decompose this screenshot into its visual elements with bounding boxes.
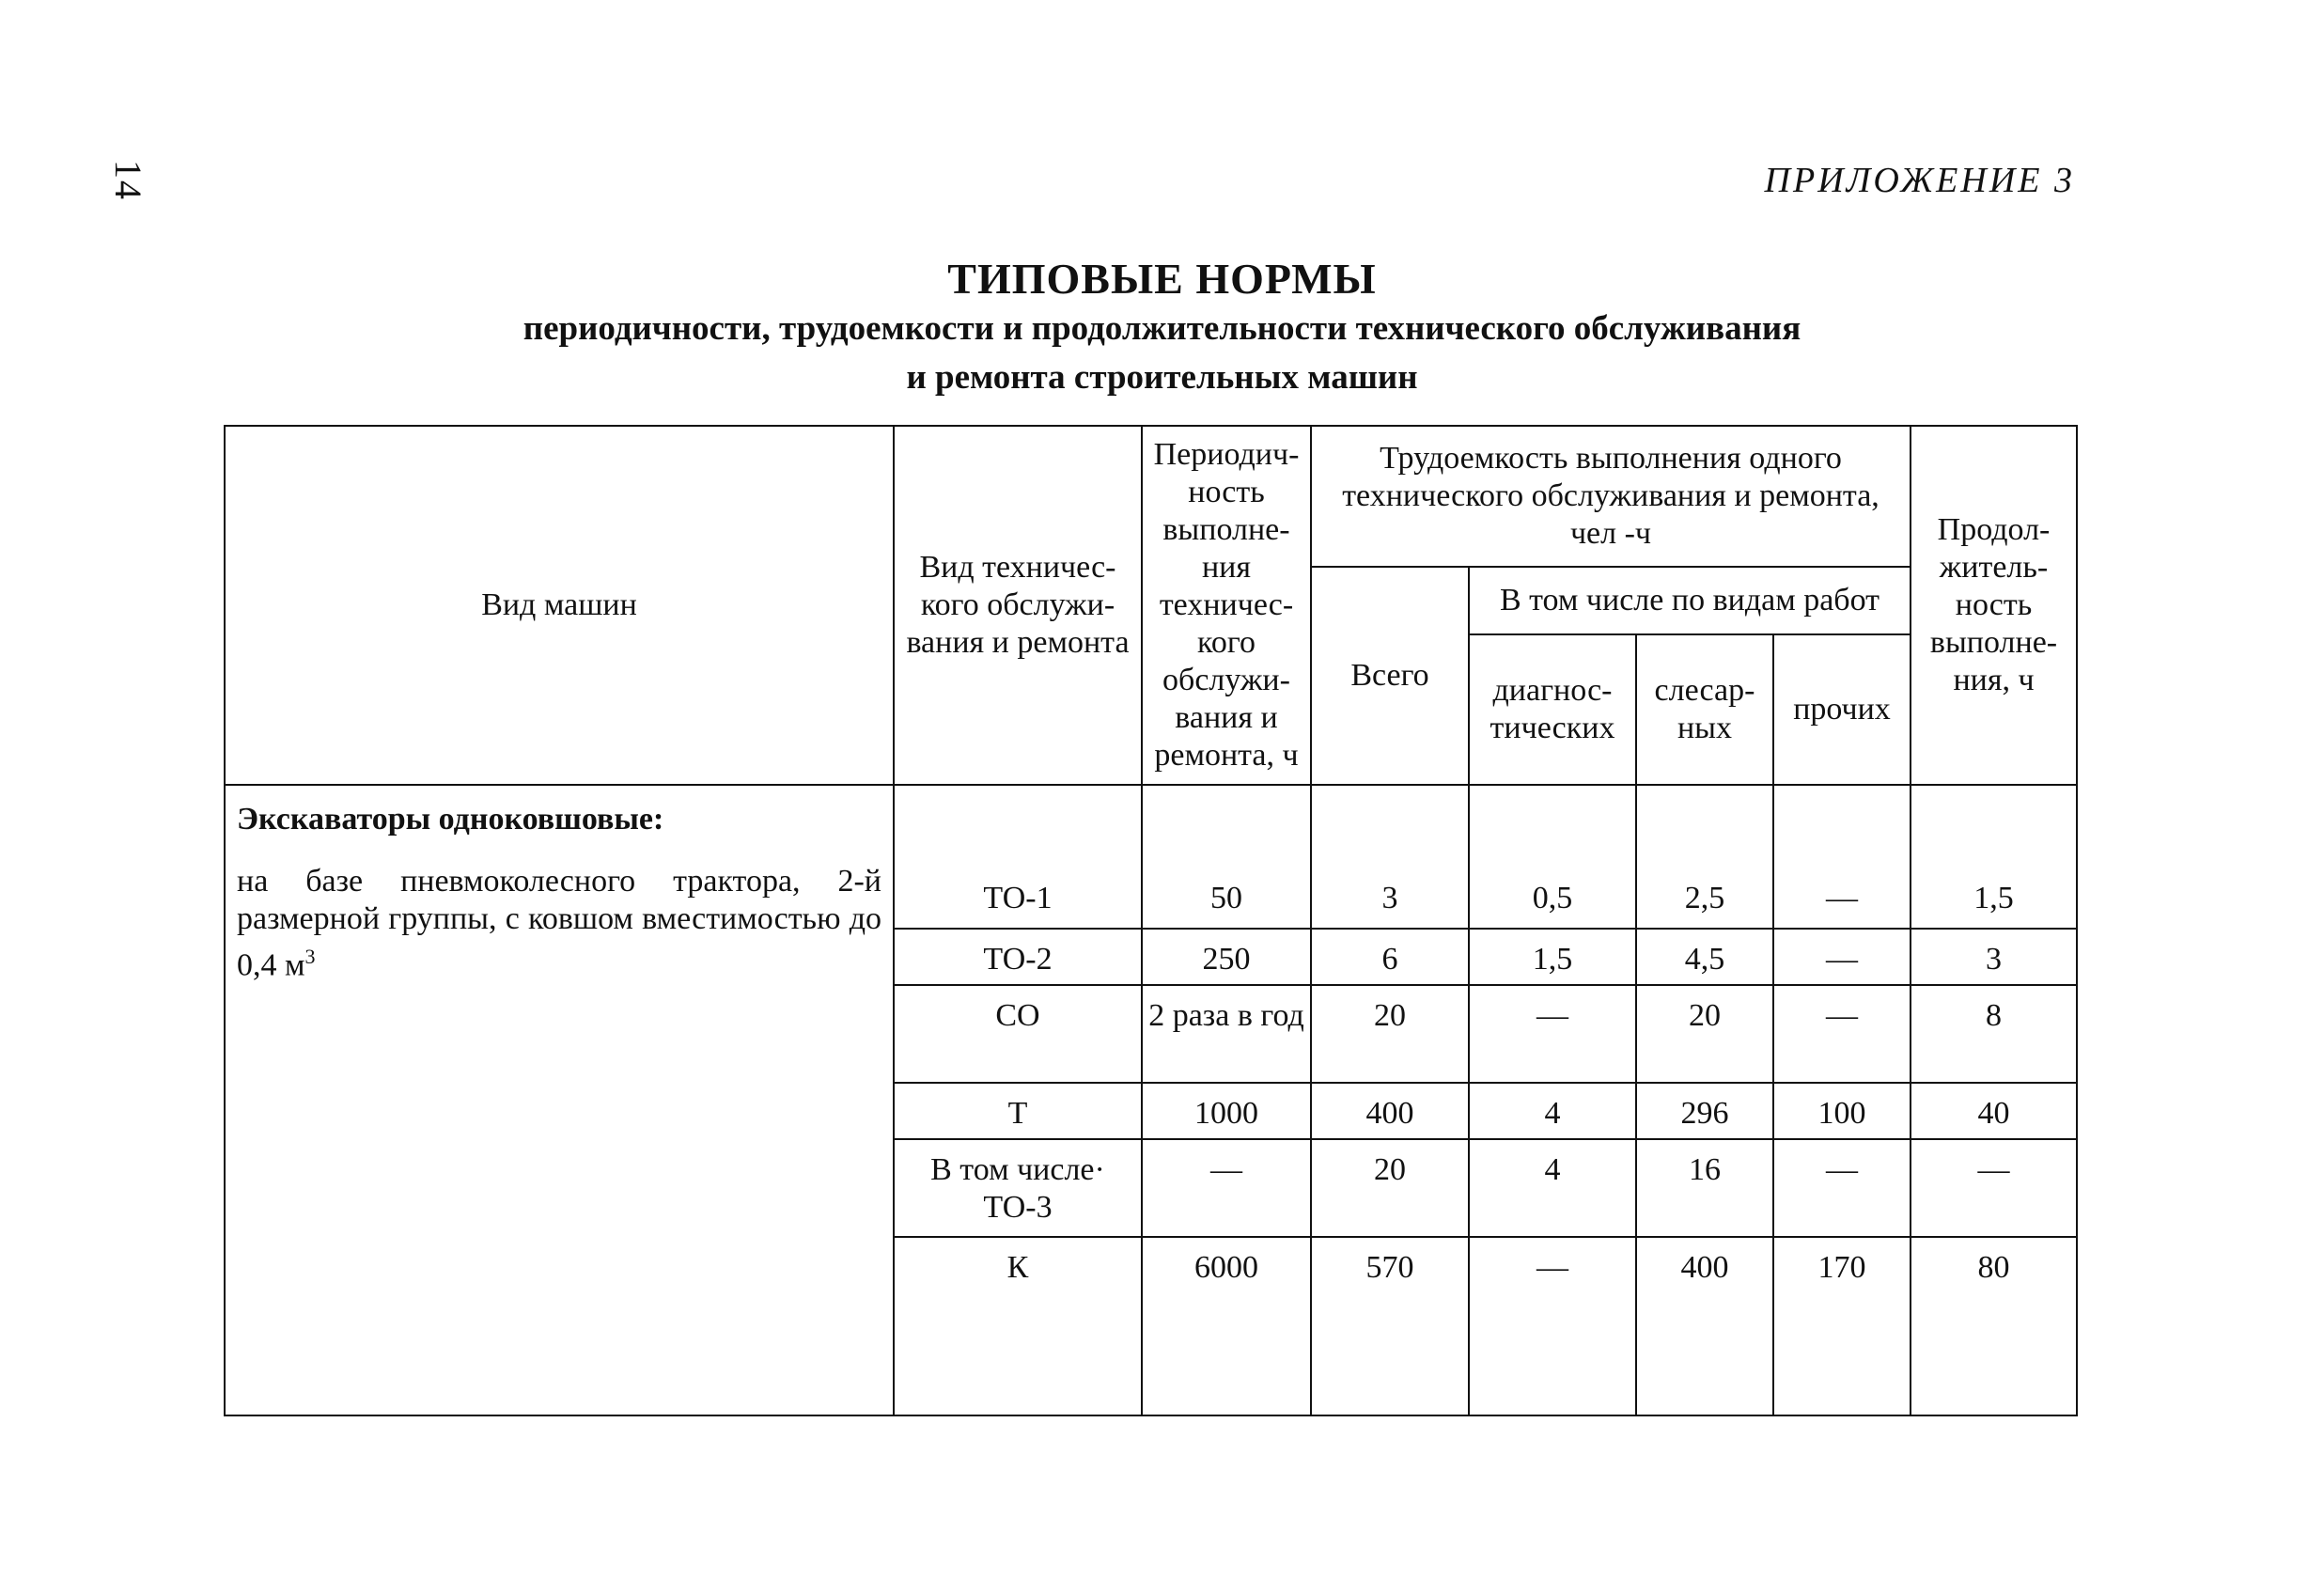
machine-group-name: Экскаваторы одноковшовые:: [237, 802, 664, 837]
cell-locksmith: 4,5: [1636, 929, 1773, 985]
header-machine-type: Вид машин: [225, 426, 894, 785]
document-title: ТИПОВЫЕ НОРМЫ: [947, 255, 1377, 303]
machine-group-description: на базе пневмоколесного трактора, 2-й размерной группы, с ковшом вместимостью до 0,4 $м^3$: [237, 864, 881, 983]
cell-other: —: [1773, 929, 1911, 985]
cell-other: 100: [1773, 1083, 1911, 1139]
cell-periodicity: —: [1142, 1139, 1311, 1237]
header-duration: Продол-житель-ность выполне-ния, ч: [1911, 426, 2077, 785]
cell-total: 6: [1311, 929, 1469, 985]
cell-service-type: В том числе· ТО-3: [894, 1139, 1142, 1237]
cell-periodicity: 2 раза в год: [1142, 985, 1311, 1083]
cell-duration: 8: [1911, 985, 2077, 1083]
cell-locksmith: 296: [1636, 1083, 1773, 1139]
header-periodicity: Периодич-ность выполне-ния техничес-кого обслужи-вания и ремонта, ч: [1142, 426, 1311, 785]
cell-diagnostic: 4: [1469, 1139, 1636, 1237]
cell-total: 3: [1311, 868, 1469, 929]
machine-description: [225, 785, 894, 1415]
cell-locksmith: 20: [1636, 985, 1773, 1083]
cell-duration: 80: [1911, 1237, 2077, 1415]
header-locksmith: слесар-ных: [1636, 634, 1773, 785]
cell-total: 570: [1311, 1237, 1469, 1415]
cell-service-type: ТО-2: [894, 929, 1142, 985]
cell-total: 20: [1311, 1139, 1469, 1237]
document-subtitle-line-1: периодичности, трудоемкости и продолжительности технического обслуживания: [523, 309, 1801, 348]
cell-service-type: СО: [894, 985, 1142, 1083]
cell-service-type: К: [894, 1237, 1142, 1415]
cell-diagnostic: —: [1469, 985, 1636, 1083]
cell-service-type: ТО-1: [894, 868, 1142, 929]
cell-other: —: [1773, 985, 1911, 1083]
norms-table: [224, 425, 2078, 1416]
header-service-type: Вид техничес-кого обслужи-вания и ремонта: [894, 426, 1142, 785]
cell-duration: 3: [1911, 929, 2077, 985]
cell-periodicity: 1000: [1142, 1083, 1311, 1139]
cell-locksmith: 2,5: [1636, 868, 1773, 929]
header-total: Всего: [1311, 567, 1469, 785]
header-diagnostic: диагнос-тических: [1469, 634, 1636, 785]
cell-locksmith: 16: [1636, 1139, 1773, 1237]
cell-locksmith: 400: [1636, 1237, 1773, 1415]
cell-duration: 40: [1911, 1083, 2077, 1139]
cell-other: —: [1773, 868, 1911, 929]
cell-periodicity: 250: [1142, 929, 1311, 985]
cell-other: 170: [1773, 1237, 1911, 1415]
cell-duration: —: [1911, 1139, 2077, 1237]
cell-other: —: [1773, 1139, 1911, 1237]
appendix-label: ПРИЛОЖЕНИЕ 3: [1764, 161, 2075, 200]
header-by-kind: В том числе по видам работ: [1469, 567, 1911, 634]
page-number: 14: [107, 160, 149, 201]
cell-periodicity: 6000: [1142, 1237, 1311, 1415]
header-other: прочих: [1773, 634, 1911, 785]
header-labor-intensity: Трудоемкость выполнения одного технического обслуживания и ремонта, чел -ч: [1311, 426, 1911, 567]
cell-diagnostic: —: [1469, 1237, 1636, 1415]
cell-duration: 1,5: [1911, 868, 2077, 929]
document-subtitle-line-2: и ремонта строительных машин: [906, 358, 1418, 397]
cell-total: 20: [1311, 985, 1469, 1083]
cell-total: 400: [1311, 1083, 1469, 1139]
cell-diagnostic: 1,5: [1469, 929, 1636, 985]
cell-periodicity: 50: [1142, 868, 1311, 929]
cell-diagnostic: 4: [1469, 1083, 1636, 1139]
cell-service-type: Т: [894, 1083, 1142, 1139]
cell-diagnostic: 0,5: [1469, 868, 1636, 929]
